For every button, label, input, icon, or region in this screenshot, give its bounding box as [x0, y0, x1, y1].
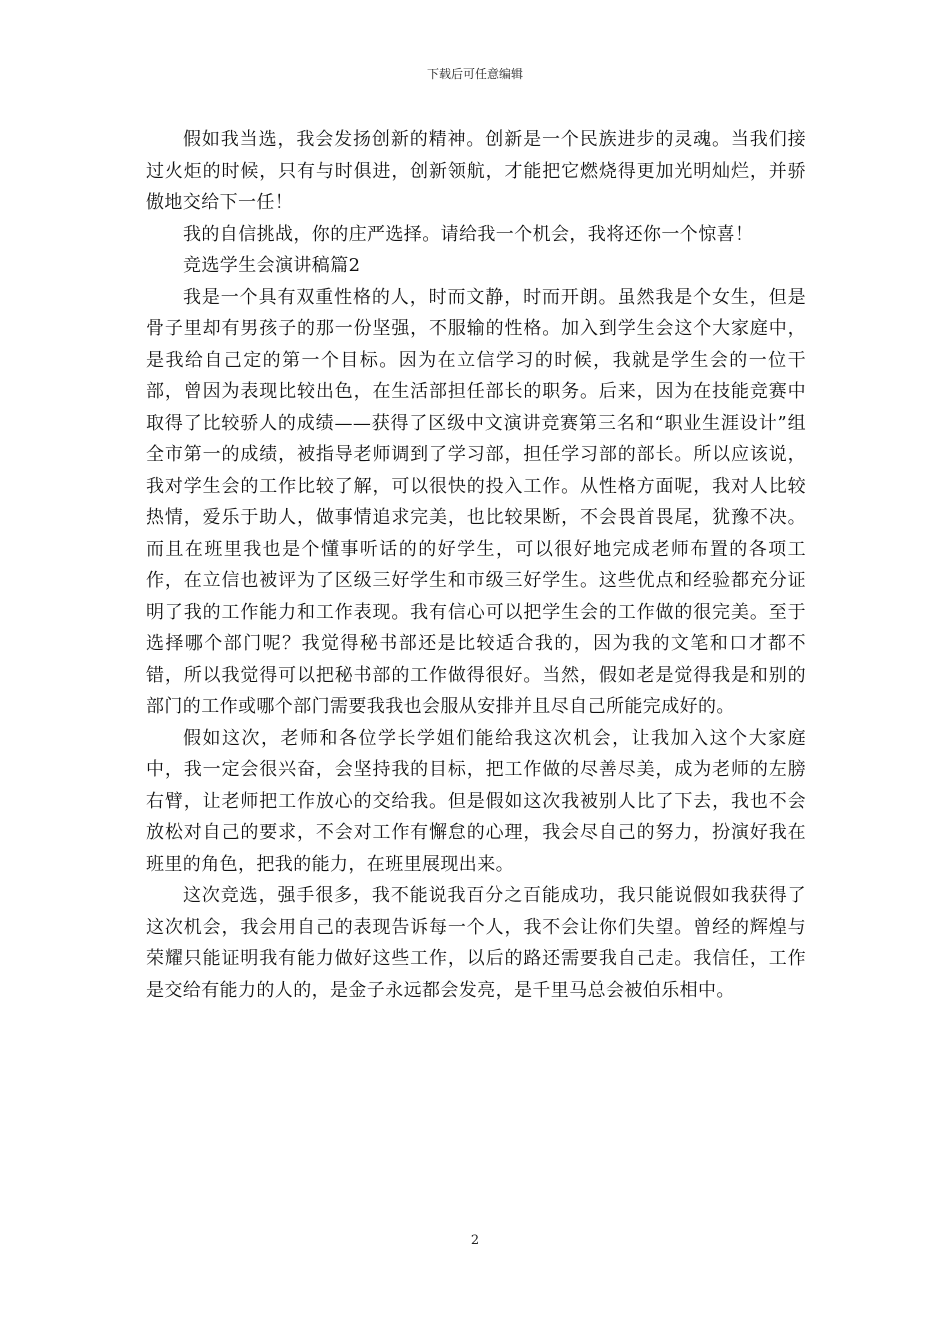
- paragraph: 假如这次，老师和各位学长学姐们能给我这次机会，让我加入这个大家庭中，我一定会很兴奋，会坚持我的目标，把工作做的尽善尽美，成为老师的左膀右臂，让老师把工作放心的交给我。但是假如这次我被别人比了下去，我也不会放松对自己的要求，不会对工作有懈怠的心理，我会尽自己的努力，扮演好我在班里的角色，把我的能力，在班里展现出来。: [146, 727, 806, 875]
- paragraph: 假如我当选，我会发扬创新的精神。创新是一个民族进步的灵魂。当我们接过火炬的时候，只有与时俱进，创新领航，才能把它燃烧得更加光明灿烂，并骄傲地交给下一任！: [146, 129, 806, 213]
- section-title: 竞选学生会演讲稿篇2: [183, 255, 361, 276]
- paragraph: 我的自信挑战，你的庄严选择。请给我一个机会，我将还你一个惊喜！: [183, 223, 754, 245]
- page-header: 下载后可任意编辑: [426, 67, 523, 81]
- document-body: [146, 124, 806, 1006]
- page-number: 2: [470, 1233, 480, 1248]
- paragraph: 这次竞选，强手很多，我不能说我百分之百能成功，我只能说假如我获得了这次机会，我会用自己的表现告诉每一个人，我不会让你们失望。曾经的辉煌与荣耀只能证明我有能力做好这些工作，以后的路还需要我自己走。我信任，工作是交给有能力的人的，是金子永远都会发亮，是千里马总会被伯乐相中。: [146, 885, 806, 1001]
- paragraph: 我是一个具有双重性格的人，时而文静，时而开朗。虽然我是个女生，但是骨子里却有男孩子的那一份坚强，不服输的性格。加入到学生会这个大家庭中，是我给自己定的第一个目标。因为在立信学习的时候，我就是学生会的一位干部，曾因为表现比较出色，在生活部担任部长的职务。后来，因为在技能竞赛中取得了比较骄人的成绩——获得了区级中文演讲竞赛第三名和“职业生涯设计”组全市第一的成绩，被指导老师调到了学习部，担任学习部的部长。所以应该说，我对学生会的工作比较了解，可以很快的投入工作。从性格方面呢，我对人比较热情，爱乐于助人，做事情追求完美，也比较果断，不会畏首畏尾，犹豫不决。而且在班里我也是个懂事听话的的好学生，可以很好地完成老师布置的各项工作，在立信也被评为了区级三好学生和市级三好学生。这些优点和经验都充分证明了我的工作能力和工作表现。我有信心可以把学生会的工作做的很完美。至于选择哪个部门呢？我觉得秘书部还是比较适合我的，因为我的文笔和口才都不错，所以我觉得可以把秘书部的工作做得很好。当然，假如老是觉得我是和别的部门的工作或哪个部门需要我我也会服从安排并且尽自己所能完成好的。: [146, 286, 806, 717]
